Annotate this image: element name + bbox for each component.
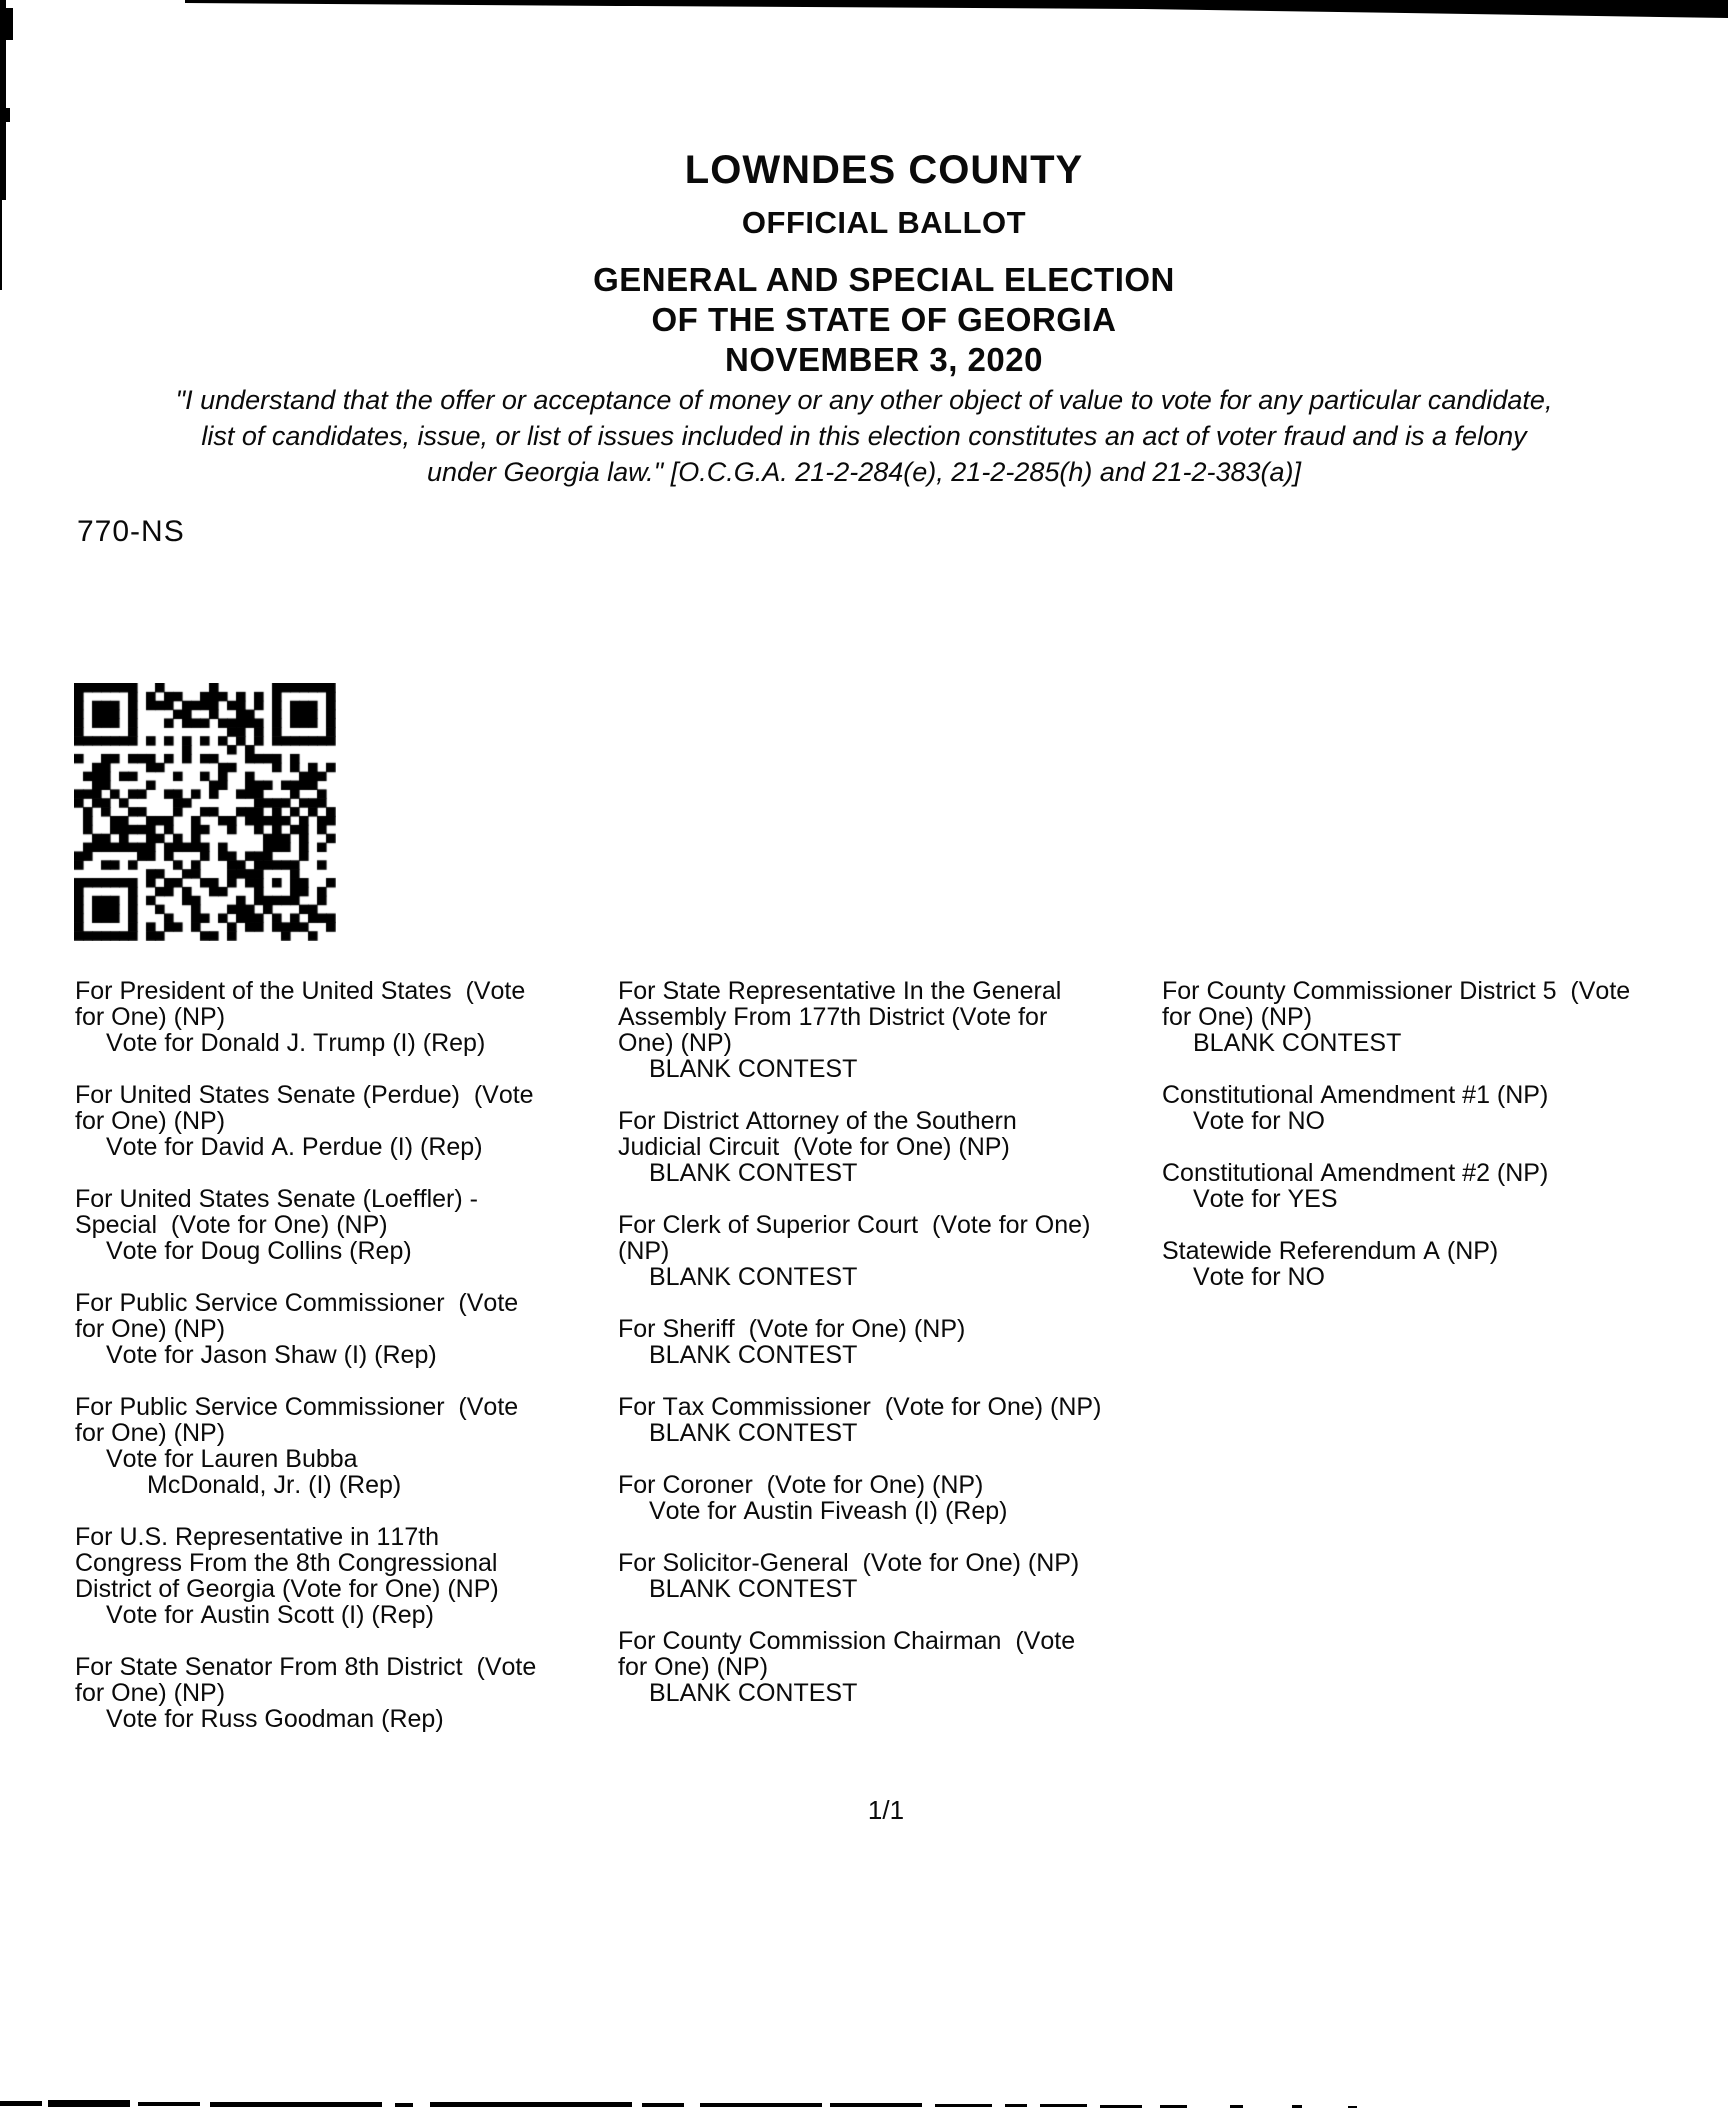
contest-title: For Clerk of Superior Court (Vote for One) (NP) (618, 1211, 1098, 1265)
county-title: LOWNDES COUNTY (684, 148, 1084, 192)
contest (618, 1108, 1104, 1186)
contest-title: For President of the United States (Vote for One) (NP) (75, 977, 533, 1031)
qr-code (74, 683, 336, 941)
contest-result-line: BLANK CONTEST (649, 1055, 858, 1083)
scan-artifact-dash (830, 2103, 922, 2107)
contest-column (75, 978, 552, 1758)
scan-artifact-dash (700, 2103, 822, 2107)
scan-artifact-dash (642, 2103, 684, 2107)
contest-result-line: Vote for Jason Shaw (I) (Rep) (106, 1341, 437, 1369)
election-title-line2: OF THE STATE OF GEORGIA (651, 301, 1117, 338)
contest (618, 1550, 1104, 1602)
contest (1162, 978, 1642, 1056)
scan-artifact-left-blob (0, 108, 10, 122)
contest-title: For Tax Commissioner (Vote for One) (NP) (618, 1393, 1102, 1421)
contest-result-line: Vote for Austin Fiveash (I) (Rep) (649, 1497, 1008, 1525)
contest-column (1162, 978, 1642, 1316)
contest-result-line: Vote for YES (1193, 1185, 1338, 1213)
contest (75, 1290, 552, 1368)
contest (75, 1524, 552, 1628)
contest (75, 1394, 552, 1498)
contest-title: For State Senator From 8th District (Vote for One) (NP) (75, 1653, 544, 1707)
contest (75, 1186, 552, 1264)
contest (618, 1394, 1104, 1446)
contest-title: Constitutional Amendment #1 (NP) (1162, 1081, 1549, 1109)
contest (1162, 1082, 1642, 1134)
contest-title: For Public Service Commissioner (Vote for One) (NP) (75, 1393, 526, 1447)
disclaimer-line: list of candidates, issue, or list of issues included in this election constitutes an act of voter fraud and is a felony (201, 421, 1527, 451)
scan-artifact-dash (210, 2102, 382, 2107)
contest-title: Statewide Referendum A (NP) (1162, 1237, 1499, 1265)
contest (618, 1316, 1104, 1368)
contest-title: For Sheriff (Vote for One) (NP) (618, 1315, 966, 1343)
contest (1162, 1238, 1642, 1290)
contest-result-line: Vote for Doug Collins (Rep) (106, 1237, 412, 1265)
ballot-type-title: OFFICIAL BALLOT (741, 205, 1027, 240)
contest-title: For District Attorney of the Southern Judicial Circuit (Vote for One) (NP) (618, 1107, 1024, 1161)
contest-result-line: Vote for Russ Goodman (Rep) (106, 1705, 444, 1733)
contest-title: For Solicitor-General (Vote for One) (NP) (618, 1549, 1080, 1577)
contest (618, 1472, 1104, 1524)
contest-result-line: BLANK CONTEST (649, 1575, 858, 1603)
scan-artifact-left-blob (0, 8, 13, 40)
scan-artifact-dash (1040, 2104, 1087, 2107)
contest-result-line: McDonald, Jr. (I) (Rep) (147, 1471, 402, 1499)
contest-title: For Coroner (Vote for One) (NP) (618, 1471, 984, 1499)
voter-fraud-disclaimer (24, 382, 1704, 490)
contest-title: For County Commissioner District 5 (Vote for One) (NP) (1162, 977, 1638, 1031)
contest-result-line: BLANK CONTEST (649, 1679, 858, 1707)
contest-result-line: Vote for Donald J. Trump (I) (Rep) (106, 1029, 486, 1057)
contest-column (618, 978, 1104, 1732)
disclaimer-line: "I understand that the offer or acceptance of money or any other object of value to vote for any particular candidate, (175, 385, 1553, 415)
contest (1162, 1160, 1642, 1212)
scan-artifact-dash (430, 2102, 632, 2107)
contest-result-line: BLANK CONTEST (649, 1263, 858, 1291)
page-number (0, 1795, 1728, 1826)
contest-title: For Public Service Commissioner (Vote for One) (NP) (75, 1289, 526, 1343)
contest-result-line: Vote for NO (1193, 1107, 1325, 1135)
scan-artifact-dash (935, 2104, 992, 2107)
contest (75, 1654, 552, 1732)
contest-title: Constitutional Amendment #2 (NP) (1162, 1159, 1549, 1187)
election-date: NOVEMBER 3, 2020 (725, 341, 1043, 378)
contest-title: For United States Senate (Perdue) (Vote for One) (NP) (75, 1081, 541, 1135)
contest-title: For United States Senate (Loeffler) - Special (Vote for One) (NP) (75, 1185, 485, 1239)
contest-result-line: BLANK CONTEST (649, 1341, 858, 1369)
contest-result-line: Vote for Austin Scott (I) (Rep) (106, 1601, 434, 1629)
contest-result-line: BLANK CONTEST (649, 1419, 858, 1447)
scan-artifact-dash (1005, 2104, 1027, 2107)
scan-artifact-top-edge (185, 0, 1728, 18)
scan-artifact-dash (0, 2101, 42, 2106)
contest (75, 1082, 552, 1160)
contest-result-line: Vote for David A. Perdue (I) (Rep) (106, 1133, 483, 1161)
scan-artifact-dash (395, 2103, 413, 2107)
contest (618, 1628, 1104, 1706)
contest-result-line: Vote for NO (1193, 1263, 1325, 1291)
scan-artifact-dash (138, 2102, 200, 2106)
contest-title: For State Representative In the General Assembly From 177th District (Vote for One) (NP) (618, 977, 1069, 1057)
contest-result-line: BLANK CONTEST (1193, 1029, 1402, 1057)
contest (618, 978, 1104, 1082)
ballot-header (0, 150, 1728, 380)
page-number-value: 1/1 (867, 1795, 905, 1825)
election-title-line1: GENERAL AND SPECIAL ELECTION (593, 261, 1175, 298)
contest (618, 1212, 1104, 1290)
scan-artifact-dash (48, 2100, 130, 2107)
contest-title: For U.S. Representative in 117th Congress From the 8th Congressional District of Georgia (Vote for One) (NP) (75, 1523, 505, 1603)
disclaimer-line: under Georgia law." [O.C.G.A. 21-2-284(e), 21-2-285(h) and 21-2-383(a)] (426, 457, 1302, 487)
contest-result-line: Vote for Lauren Bubba (106, 1445, 358, 1473)
ballot-style-code: 770-NS (77, 515, 185, 548)
contest (75, 978, 552, 1056)
contest-title: For County Commission Chairman (Vote for One) (NP) (618, 1627, 1083, 1681)
contest-result-line: BLANK CONTEST (649, 1159, 858, 1187)
